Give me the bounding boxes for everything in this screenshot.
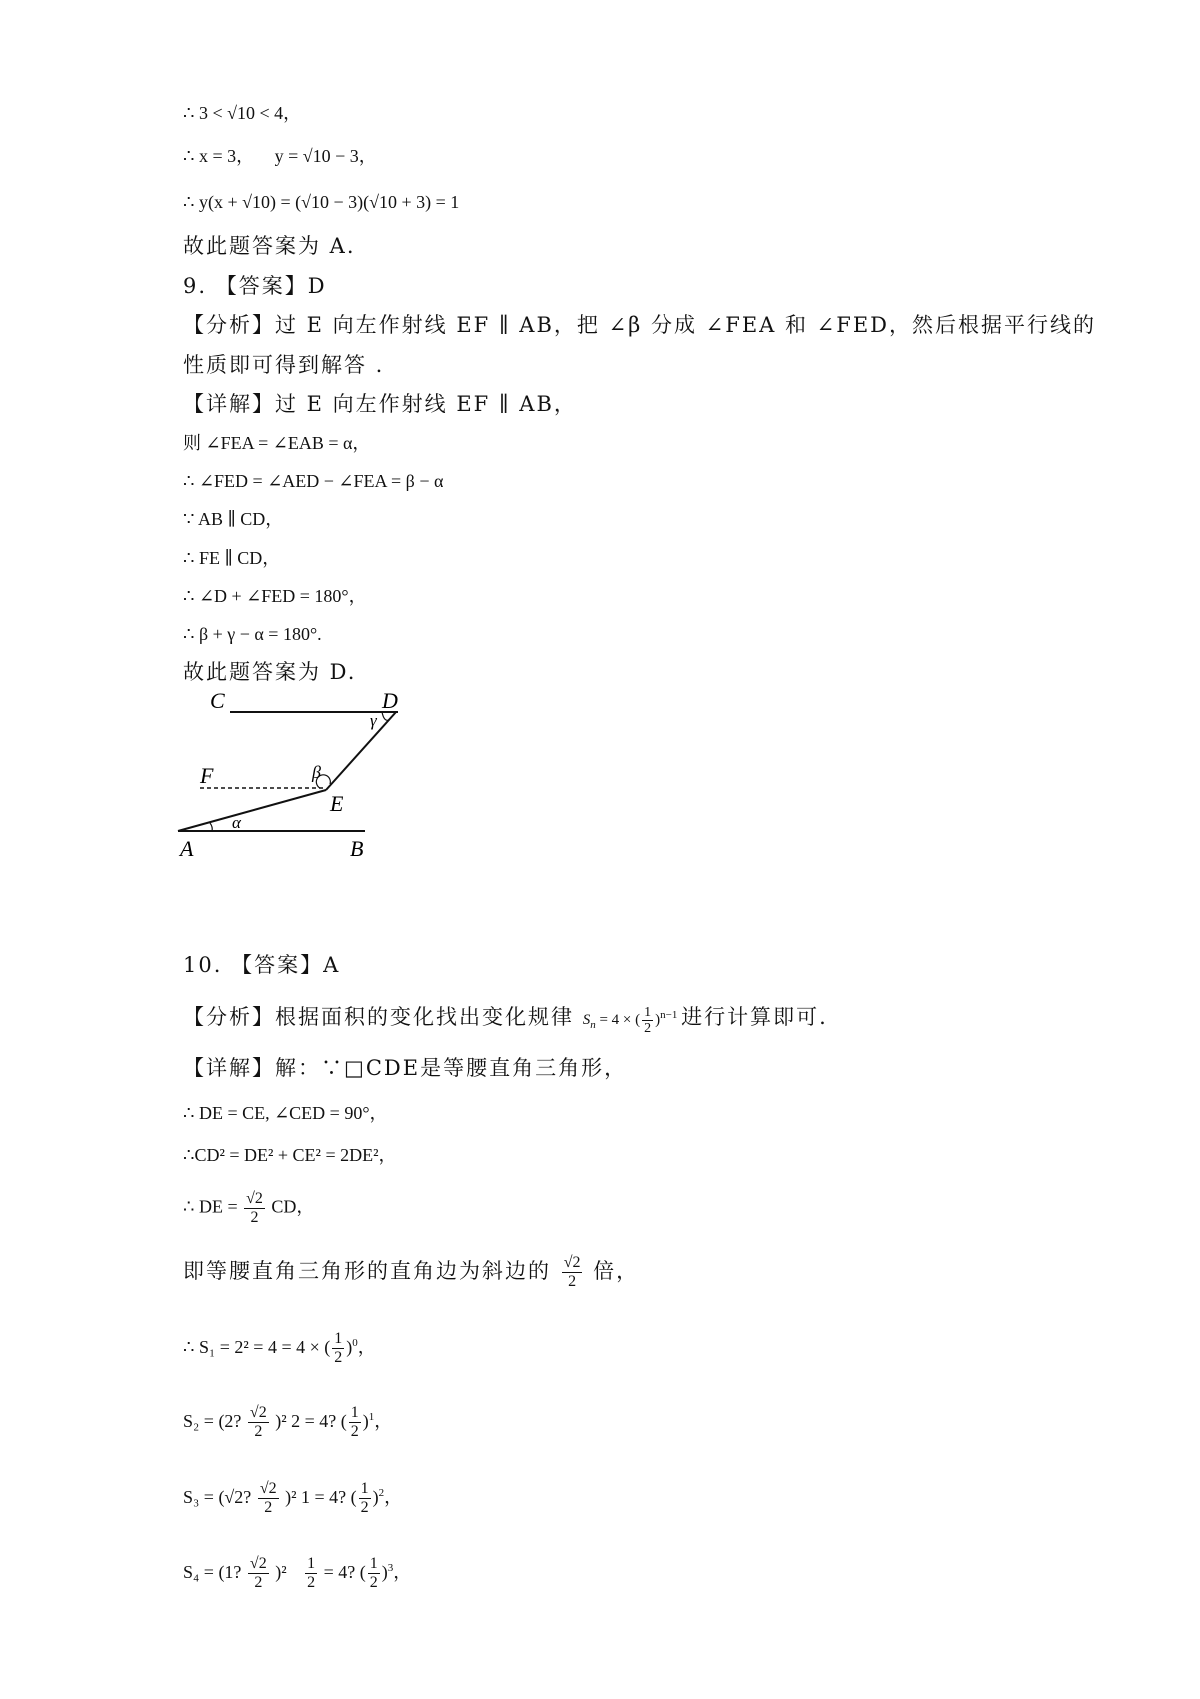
s3-line: S₃ = (√2? $\frac{√2}{2}$ )² 1 = 4? ( $\frac{1}{2}$ )$^2$，	[183, 1480, 403, 1517]
label-gamma: γ	[370, 711, 377, 730]
q10-step-3: ∴ DE = $\frac{√2}{2}$ CD，	[183, 1190, 315, 1226]
q10-analysis-text: 【分析】根据面积的变化找出变化规律	[183, 1005, 574, 1029]
s4-line: S₄ = (1? $\frac{√2}{2}$ )² $\frac{1}{2}$ = 4? ( $\frac{1}{2}$ )$^3$，	[183, 1555, 412, 1592]
label-c: C	[210, 690, 225, 713]
s2-line: S₂ = (2? $\frac{√2}{2}$ )² 2 = 4? ( $\frac{1}{2}$ )$^1$，	[183, 1404, 393, 1441]
q10-step-2: ∴CD² = DE² + CE² = 2DE²，	[183, 1145, 397, 1165]
segment-de	[326, 712, 396, 790]
step-xy	[183, 143, 377, 169]
q9-step-4: ∴ FE ∥ CD，	[183, 548, 281, 568]
q9-step-5: ∴ ∠D + ∠FED = 180°，	[183, 586, 367, 606]
q9-conclusion: 故此题答案为 D.	[183, 660, 357, 684]
label-f: F	[200, 763, 214, 788]
q9-analysis-1: 【分析】过 E 向左作射线 EF ∥ AB，把 ∠β 分成 ∠FEA 和 ∠FED，然后根据平行线的	[183, 313, 1097, 337]
step-y: y = √10 − 3，	[274, 146, 377, 166]
label-beta: β	[312, 762, 321, 782]
angle-gamma-arc	[382, 712, 389, 720]
sn-formula: $S_n = 4$ × ( $\frac{1}{2}$ )$^{n-1}$	[582, 1005, 678, 1037]
step-x: ∴ x = 3，	[183, 146, 255, 166]
conclusion-8: 故此题答案为 A.	[183, 234, 356, 258]
q9-detail: 【详解】过 E 向左作射线 EF ∥ AB，	[183, 392, 577, 416]
q9-answer: 9. 【答案】D	[183, 274, 327, 298]
label-b: B	[350, 836, 364, 861]
angle-alpha-arc	[210, 823, 212, 831]
q10-analysis	[183, 1002, 828, 1038]
parallel-lines-figure	[170, 690, 410, 870]
label-e: E	[330, 791, 344, 816]
label-a: A	[180, 836, 194, 861]
q10-step-1: ∴ DE = CE, ∠CED = 90°，	[183, 1103, 388, 1123]
segment-ae	[178, 790, 326, 831]
label-alpha: α	[232, 813, 241, 832]
q10-answer: 10. 【答案】A	[183, 953, 341, 977]
q10-detail: 【详解】解：∵□CDE是等腰直角三角形，	[183, 1056, 628, 1080]
q9-step-2: ∴ ∠FED = ∠AED − ∠FEA = β − α	[183, 471, 444, 491]
q9-step-1: 则 ∠FEA = ∠EAB = α，	[183, 433, 371, 453]
s1-line: ∴ S₁ = 2² = 4 = 4 × ( $\frac{1}{2}$ )$^0$，	[183, 1330, 376, 1367]
label-d: D	[382, 690, 398, 713]
step-inequality: ∴ 3 < √10 < 4，	[183, 103, 302, 123]
q9-analysis-2: 性质即可得到解答 .	[183, 353, 385, 377]
q10-step-4: 即等腰直角三角形的直角边为斜边的 $\frac{√2}{2}$ 倍，	[183, 1254, 640, 1290]
q9-step-3: ∵ AB ∥ CD，	[183, 509, 284, 529]
q9-step-6: ∴ β + γ − α = 180°.	[183, 624, 322, 644]
q10-analysis-end: 进行计算即可.	[681, 1005, 828, 1029]
step-product: ∴ y(x + √10) = (√10 − 3)(√10 + 3) = 1	[183, 192, 460, 212]
